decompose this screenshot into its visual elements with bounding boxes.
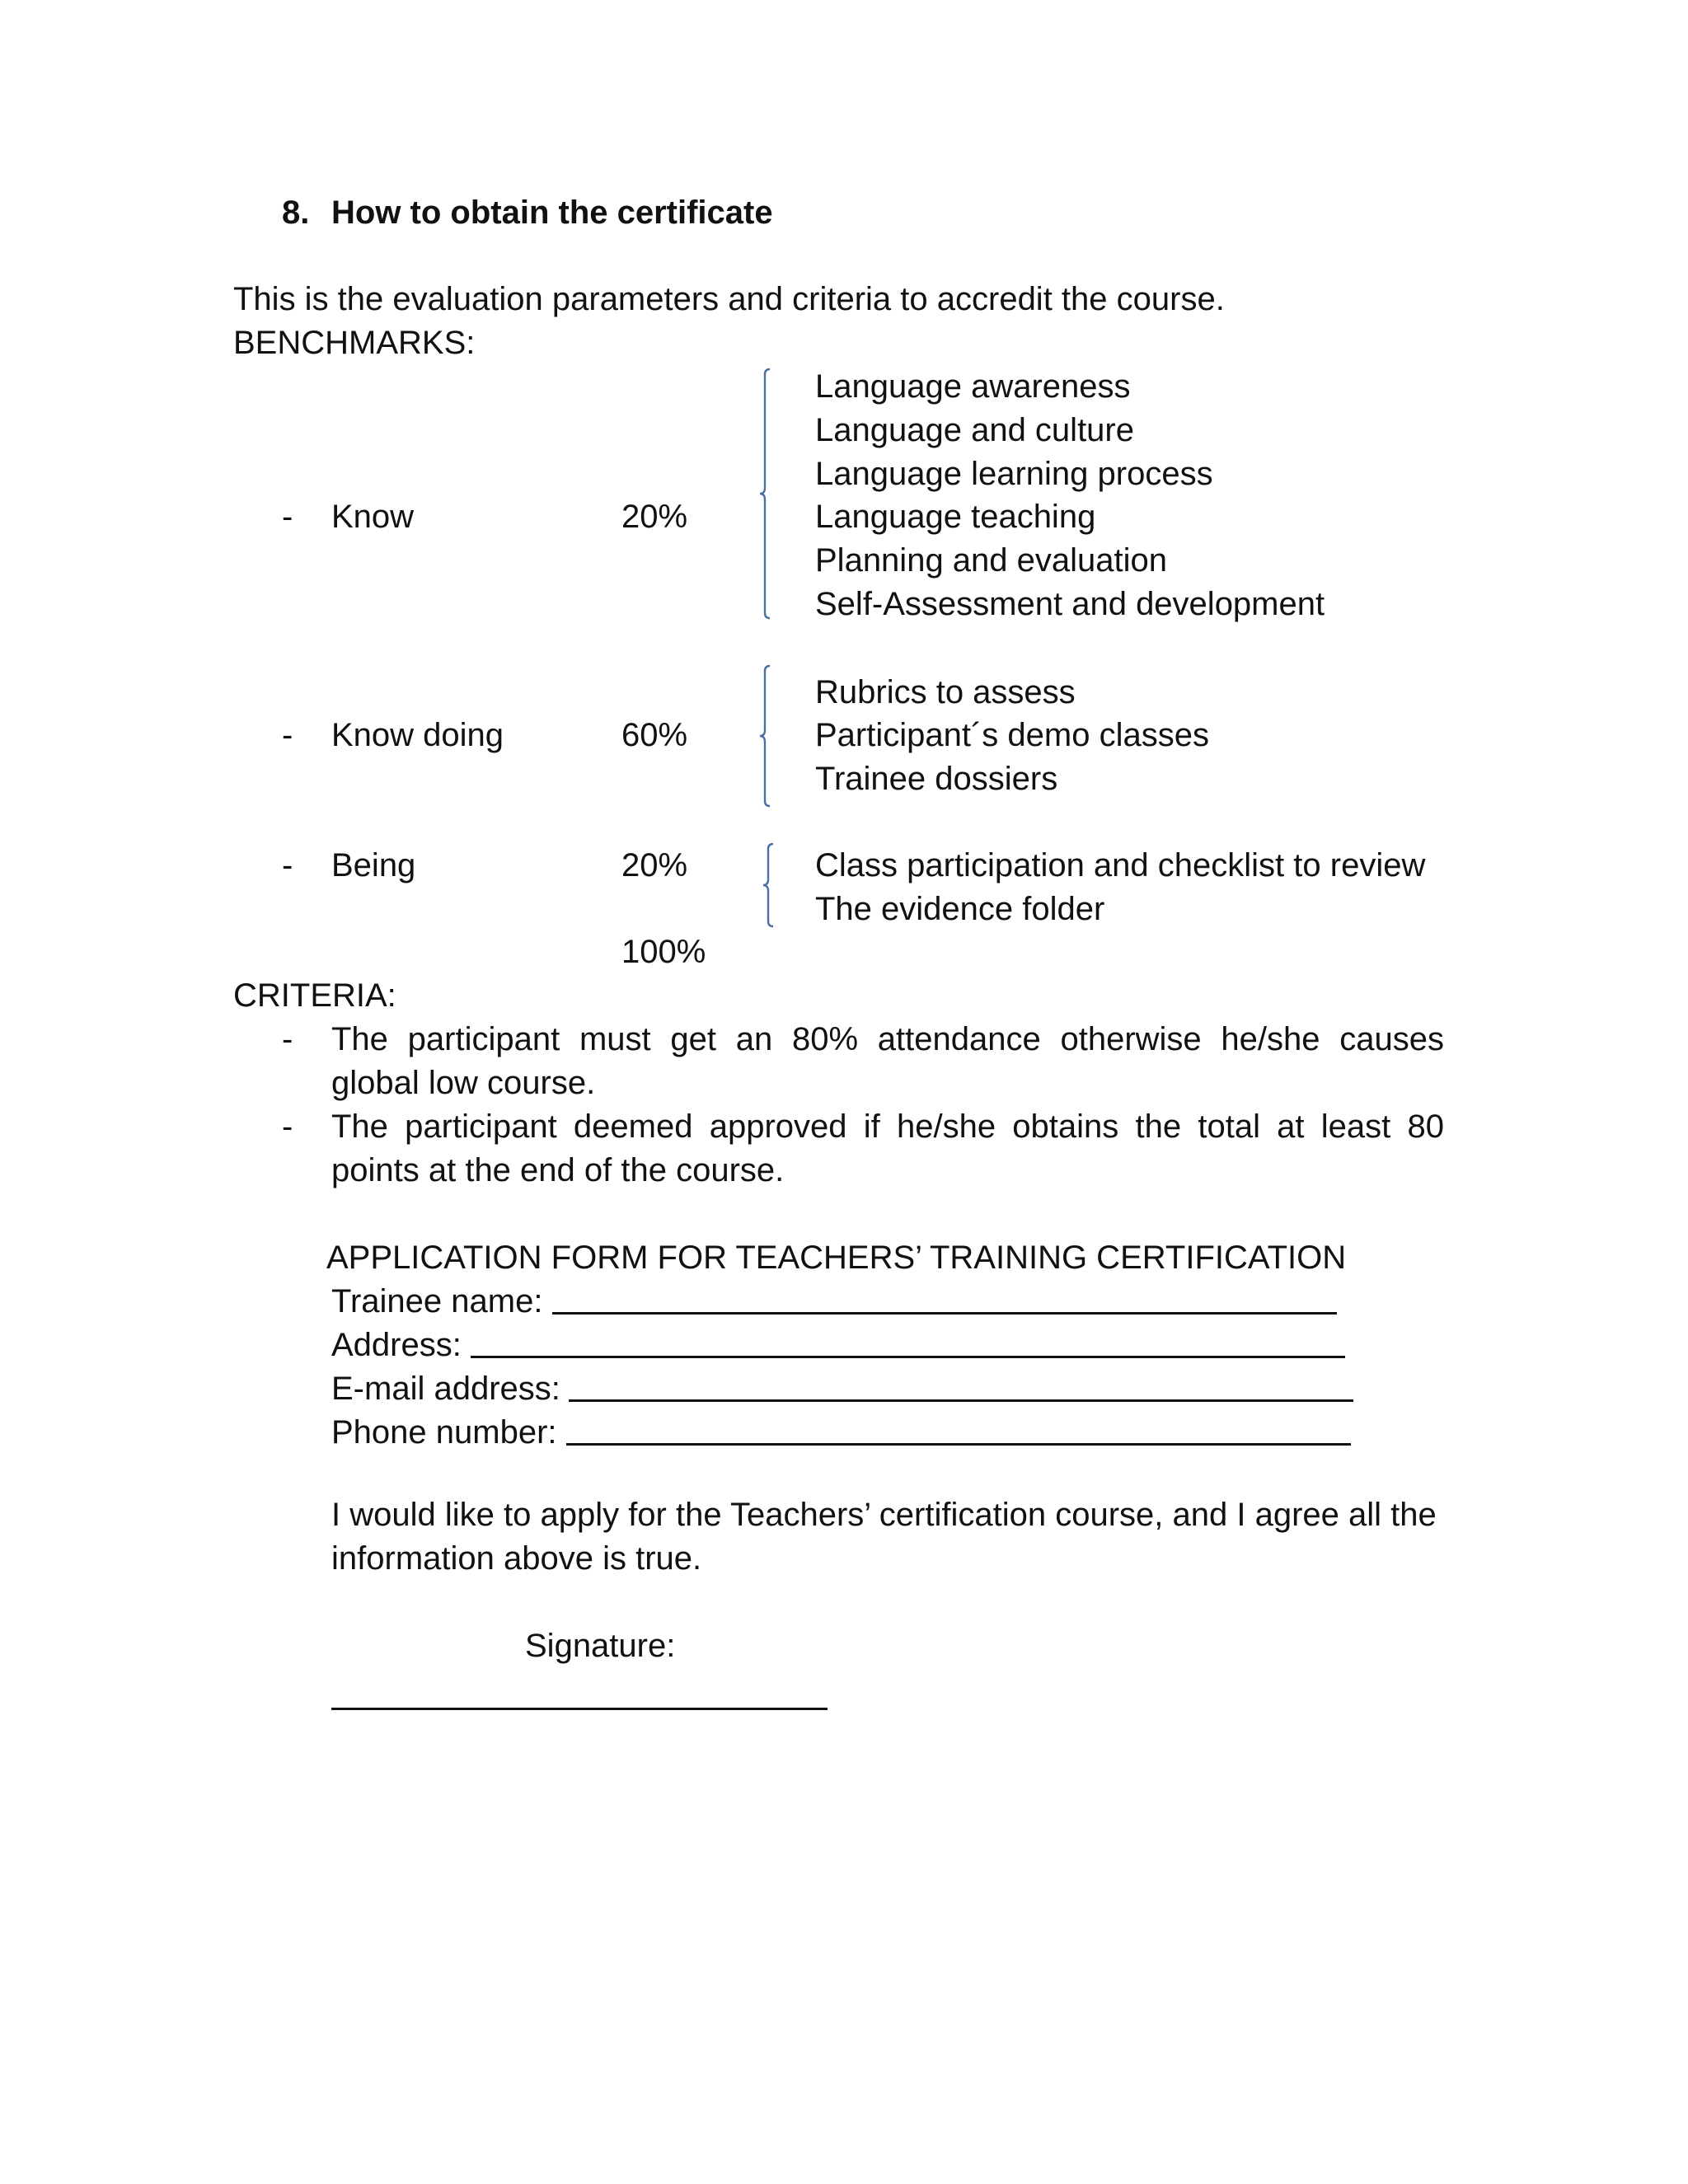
benchmarks-label: BENCHMARKS: — [233, 325, 476, 361]
benchmark-item: Language awareness — [815, 368, 1131, 405]
criteria-bullet: - — [282, 1021, 293, 1057]
bracket-icon — [758, 664, 783, 808]
benchmark-item: Class participation and checklist to review — [815, 847, 1426, 883]
declaration-text: I would like to apply for the Teachers’ certification course, and I agree all the information above is true. — [331, 1497, 1437, 1577]
form-title: APPLICATION FORM FOR TEACHERS’ TRAINING CERTIFICATION — [326, 1240, 1347, 1276]
benchmark-label: Know doing — [331, 717, 504, 753]
benchmark-bullet: - — [282, 847, 293, 883]
trainee-name-field[interactable] — [552, 1312, 1337, 1315]
benchmark-label: Being — [331, 847, 416, 883]
benchmark-total: 100% — [621, 934, 706, 970]
benchmark-item: Trainee dossiers — [815, 761, 1058, 797]
section-number: 8. — [282, 194, 310, 231]
section-title: How to obtain the certificate — [331, 194, 773, 231]
benchmark-item: Self-Assessment and development — [815, 586, 1325, 622]
phone-field[interactable] — [566, 1443, 1351, 1446]
criteria-item: The participant must get an 80% attendance otherwise he/she causes global low course. — [331, 1021, 1444, 1101]
signature-field[interactable] — [331, 1708, 828, 1710]
criteria-item: The participant deemed approved if he/she obtains the total at least 80 points at the end of the course. — [331, 1108, 1444, 1188]
benchmark-item: Rubrics to assess — [815, 674, 1076, 710]
email-field[interactable] — [569, 1399, 1353, 1402]
benchmark-percent: 20% — [621, 499, 688, 535]
bracket-icon — [758, 368, 783, 620]
bracket-icon — [762, 842, 785, 928]
intro-text: This is the evaluation parameters and criteria to accredit the course. — [233, 281, 1225, 317]
address-label: Address: — [331, 1327, 462, 1363]
signature-label: Signature: — [525, 1628, 676, 1664]
benchmark-bullet: - — [282, 499, 293, 535]
benchmark-item: Language and culture — [815, 412, 1134, 448]
criteria-bullet: - — [282, 1108, 293, 1145]
benchmark-bullet: - — [282, 717, 293, 753]
trainee-name-label: Trainee name: — [331, 1283, 543, 1319]
benchmark-label: Know — [331, 499, 415, 535]
criteria-label: CRITERIA: — [233, 977, 396, 1014]
benchmark-item: Language learning process — [815, 456, 1213, 492]
benchmark-item: The evidence folder — [815, 891, 1105, 927]
email-label: E-mail address: — [331, 1371, 560, 1407]
benchmark-item: Language teaching — [815, 499, 1096, 535]
benchmark-item: Participant´s demo classes — [815, 717, 1209, 753]
benchmark-percent: 60% — [621, 717, 688, 753]
phone-label: Phone number: — [331, 1414, 557, 1451]
benchmark-item: Planning and evaluation — [815, 542, 1168, 579]
address-field[interactable] — [471, 1356, 1345, 1358]
benchmark-percent: 20% — [621, 847, 688, 883]
